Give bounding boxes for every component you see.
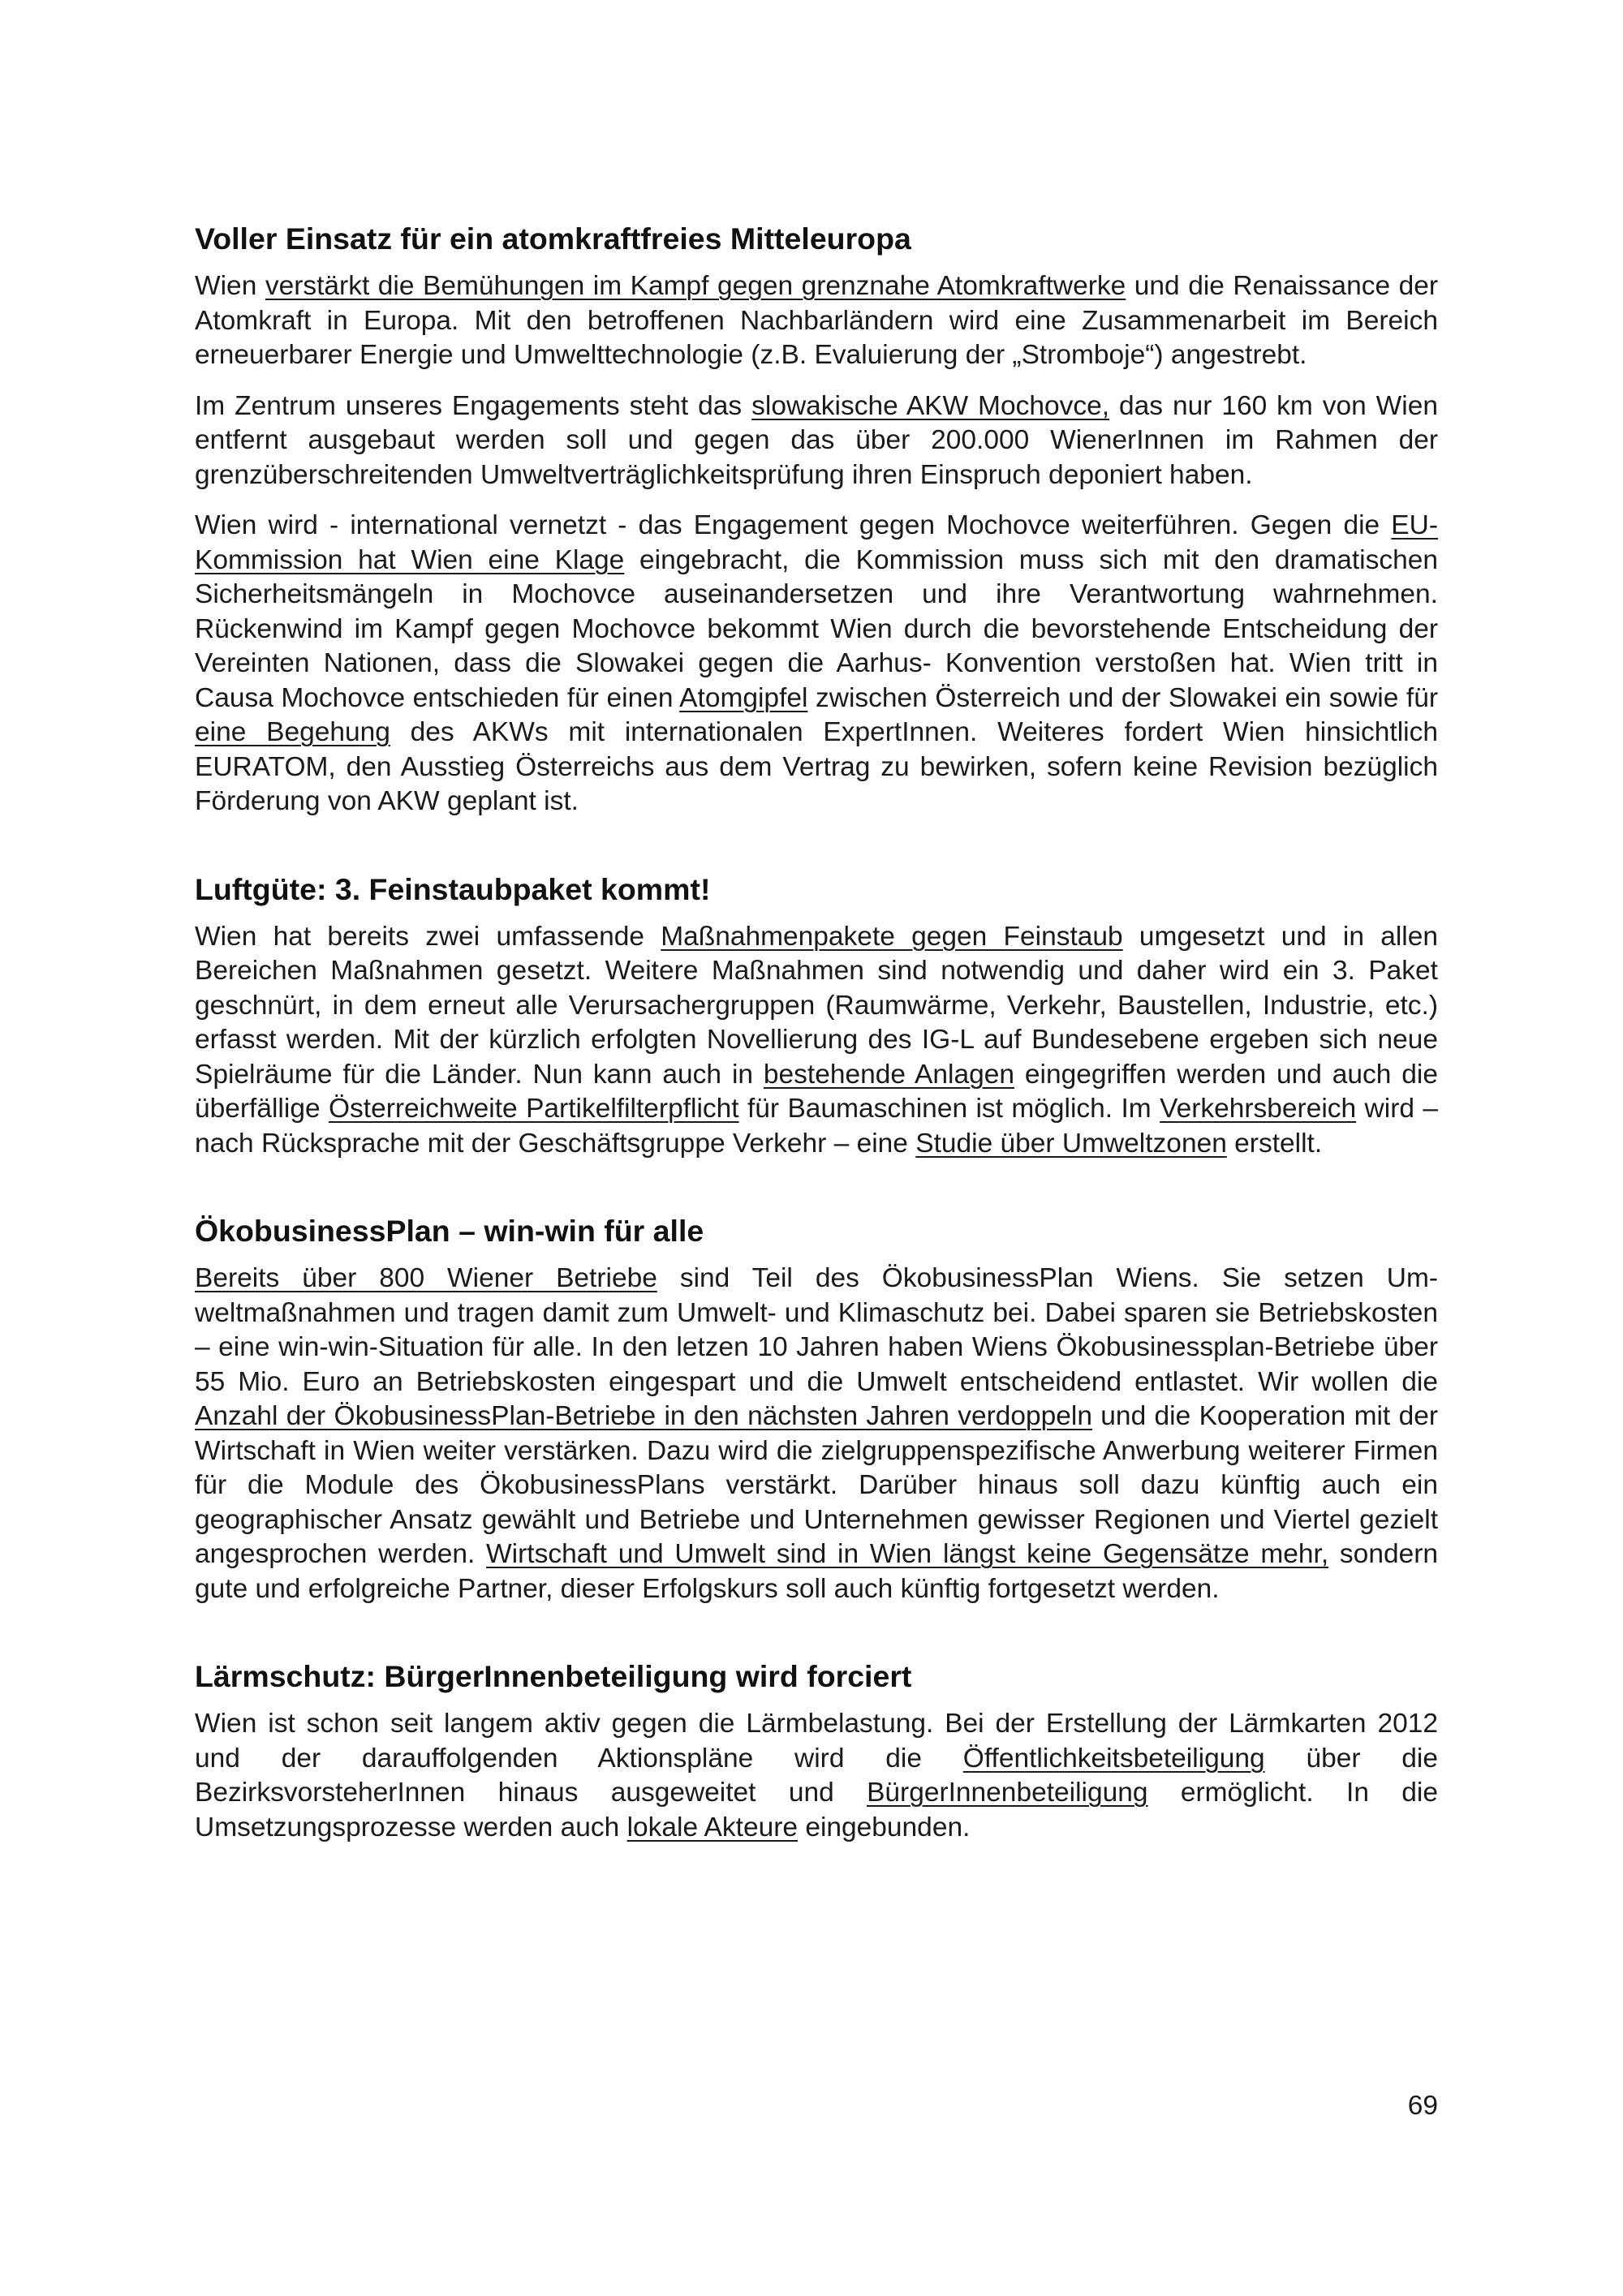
section bbox=[195, 1658, 1438, 1845]
text-run: Wien hat bereits zwei umfassende bbox=[195, 921, 661, 952]
text-run: des AKWs mit internationalen ExpertInnen. Weiteres fordert Wien hinsichtlich EURATOM, den Ausstieg Österreichs aus dem Vertrag zu bewirken, sofern keine Revision bezüglich Förderung von AKW geplant ist. bbox=[195, 717, 1438, 816]
underlined-phrase: EU-Kommission hat Wien eine Klage bbox=[195, 510, 1438, 575]
text-run: über die BezirksvorsteherInnen hinaus ausgeweitet und bbox=[195, 1743, 1439, 1808]
section bbox=[195, 221, 1438, 819]
text-run: und die Kooperation mit der Wirtschaft in Wien weiter verstärken. Dazu wird die zielgruppenspezifische Anwerbung weiterer Firmen für die Module des ÖkobusinessPlans verstärkt. Darüber hinaus soll dazu künftig auch ein geographischer Ansatz gewählt und Betriebe und Unternehmen gewisser Regionen und Viertel gezielt angesprochen werden. bbox=[195, 1401, 1438, 1569]
underlined-phrase: Wirtschaft und Umwelt sind in Wien längst keine Gegensätze mehr, bbox=[486, 1539, 1329, 1569]
underlined-phrase: lokale Akteure bbox=[626, 1812, 799, 1842]
text-run: eingegriffen werden und auch die überfällige bbox=[195, 1059, 1438, 1124]
text-run: sind Teil des ÖkobusinessPlan Wiens. Sie setzen Umweltmaßnahmen und tragen damit zum Umwelt- und Klimaschutz bei. Dabei sparen sie Betriebskosten – eine win-win-Situation für alle. In den letzen 10 Jahren haben Wiens Ökobusinessplan-Betriebe über 55 Mio. Euro an Betriebskosten eingespart und die Umwelt entscheidend entlastet. Wir wollen die bbox=[195, 1263, 1439, 1397]
text-run: Wien bbox=[195, 271, 265, 301]
text-run: Wien wird - international vernetzt - das Engagement gegen Mochovce weiterführen. Gegen die bbox=[195, 510, 1392, 540]
underlined-phrase: Verkehrsbereich bbox=[1160, 1094, 1357, 1124]
body-paragraph bbox=[195, 509, 1438, 819]
text-run: Wien ist schon seit langem aktiv gegen die Lärmbelastung. Bei der Erstellung der Lärmkarten 2012 und der darauffolgenden Aktionspläne wird die bbox=[195, 1709, 1438, 1774]
body-paragraph bbox=[195, 1262, 1438, 1606]
section-heading: Luftgüte: 3. Feinstaubpaket kommt! bbox=[195, 871, 711, 906]
body-paragraph bbox=[195, 269, 1438, 373]
text-run: eingebracht, die Kommission muss sich mit den dramatischen Sicherheitsmängeln in Mochovce auseinandersetzen und ihre Verantwortung wahrnehmen. Rückenwind im Kampf gegen Mochovce bekommt Wien durch die bevorstehende Entscheidung der Vereinten Nationen, dass die Slowakei gegen die Aarhus- Konvention verstoßen hat. Wien tritt in Causa Mochovce entschieden für einen bbox=[195, 544, 1438, 713]
underlined-phrase: Studie über Umweltzonen bbox=[915, 1128, 1227, 1159]
text-run: und die Renaissance der Atomkraft in Europa. Mit den betroffenen Nachbarländern wird eine Zusammenarbeit im Bereich erneuerbarer Energie und Umwelttechnologie (z.B. Evaluierung der „Stromboje“) angestrebt. bbox=[195, 271, 1438, 370]
section-heading: Voller Einsatz für ein atomkraftfreies Mitteleuropa bbox=[195, 221, 911, 256]
text-run: für Baumaschinen ist möglich. Im bbox=[738, 1094, 1160, 1124]
section bbox=[195, 1213, 1438, 1606]
text-run: das nur 160 km von Wien entfernt ausgebaut werden soll und gegen das über 200.000 WienerInnen im Rahmen der grenzüberschreitenden Umweltverträglichkeitsprüfung ihren Einspruch deponiert haben. bbox=[195, 390, 1439, 490]
section bbox=[195, 871, 1438, 1162]
underlined-phrase: Maßnahmenpakete gegen Feinstaub bbox=[661, 921, 1123, 952]
text-run: eingebunden. bbox=[798, 1812, 971, 1842]
underlined-phrase: BürgerInnenbeteiligung bbox=[867, 1778, 1148, 1808]
text-run: wird – nach Rücksprache mit der Geschäftsgruppe Verkehr – eine bbox=[195, 1094, 1439, 1159]
page-number: 69 bbox=[1407, 2091, 1438, 2121]
underlined-phrase: bestehende Anlagen bbox=[763, 1059, 1014, 1090]
section-heading: ÖkobusinessPlan – win-win für alle bbox=[195, 1214, 704, 1248]
underlined-phrase: Öffentlichkeitsbeteiligung bbox=[962, 1743, 1265, 1774]
text-run: erstellt. bbox=[1226, 1128, 1323, 1159]
underlined-phrase: Anzahl der ÖkobusinessPlan-Betriebe in den nächsten Jahren verdoppeln bbox=[195, 1401, 1092, 1431]
text-run: zwischen Österreich und der Slowakei ein sowie für bbox=[807, 682, 1438, 713]
underlined-phrase: verstärkt die Bemühungen im Kampf gegen grenznahe Atomkraftwerke bbox=[265, 271, 1126, 301]
section-heading: Lärmschutz: BürgerInnenbeteiligung wird forciert bbox=[195, 1659, 912, 1693]
underlined-phrase: eine Begehung bbox=[195, 717, 390, 747]
text-run: sondern gute und erfolgreiche Partner, dieser Erfolgskurs soll auch künftig fortgesetzt werden. bbox=[195, 1539, 1438, 1604]
underlined-phrase: slowakische AKW Mochovce, bbox=[751, 390, 1110, 421]
underlined-phrase: Österreichweite Partikelfilterpflicht bbox=[328, 1094, 739, 1124]
text-run: ermöglicht. In die Umsetzungsprozesse werden auch bbox=[195, 1778, 1438, 1842]
underlined-phrase: Bereits über 800 Wiener Betriebe bbox=[195, 1263, 657, 1293]
page-content bbox=[195, 221, 1438, 1861]
text-run: umgesetzt und in allen Bereichen Maßnahmen gesetzt. Weitere Maßnahmen sind notwendig und daher wird ein 3. Paket geschnürt, in dem erneut alle Verursachergruppen (Raumwärme, Verkehr, Baustellen, Industrie, etc.) erfasst werden. Mit der kürzlich erfolgten Novellierung des IG-L auf Bundesebene ergeben sich neue Spielräume für die Länder. Nun kann auch in bbox=[195, 921, 1438, 1090]
body-paragraph bbox=[195, 1707, 1438, 1845]
underlined-phrase: Atomgipfel bbox=[679, 682, 808, 713]
body-paragraph bbox=[195, 920, 1438, 1162]
text-run: Im Zentrum unseres Engagements steht das bbox=[195, 390, 752, 421]
body-paragraph bbox=[195, 389, 1438, 493]
